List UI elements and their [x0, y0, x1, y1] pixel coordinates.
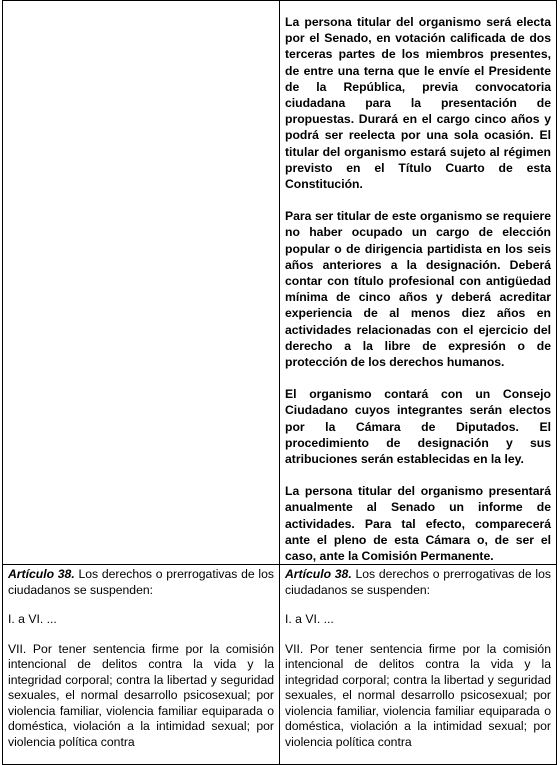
article-text: Los derechos o prerrogativas de los ciudadanos se suspenden:	[8, 567, 274, 597]
article-38-heading	[8, 567, 274, 598]
paragraph-annual-report: La persona titular del organismo presentará anualmente al Senado un informe de actividades. Para tal efecto, comparecerá ante el pleno de esta Cámara o, de ser el caso, ante la Comisión Permanente.	[285, 484, 551, 564]
fraction-vii: VII. Por tener sentencia firme por la comisión intencional de delitos contra la vida y la integridad corporal; contra la libertad y seguridad sexuales, el normal desarrollo psicosexual; por violencia familiar, violencia familiar equiparada o doméstica, violación a la intimidad sexual; por violencia política contra	[285, 641, 551, 749]
omitted-fractions: I. a VI. ...	[8, 612, 57, 627]
article-label: Artículo 38.	[285, 567, 352, 582]
paragraph-requirements: Para ser titular de este organismo se requiere no haber ocupado un cargo de elección popular o de dirigencia partidista en los seis años anteriores a la designación. Deberá contar con título profesional con antigüedad mínima de cinco años y deberá acreditar experiencia de al menos diez años en actividades relacionadas con el ejercicio del derecho a la libre de expresión o de protección de los derechos humanos.	[285, 209, 551, 370]
article-38-heading	[285, 567, 551, 598]
article-text: Los derechos o prerrogativas de los ciudadanos se suspenden:	[285, 567, 551, 597]
article-label: Artículo 38.	[8, 567, 75, 582]
fraction-vii: VII. Por tener sentencia firme por la comisión intencional de delitos contra la vida y la integridad corporal; contra la libertad y seguridad sexuales, el normal desarrollo psicosexual; por violencia familiar, violencia familiar equiparada o doméstica, violación a la intimidad sexual; por violencia política contra	[8, 641, 274, 749]
comparison-table	[2, 0, 557, 765]
paragraph-election: La persona titular del organismo será electa por el Senado, en votación calificada de dos terceras partes de los miembros presentes, de entre una terna que le envíe el Presidente de la República, previa convocatoria ciudadana para la presentación de propuestas. Durará en el cargo cinco años y podrá ser reelecta por una sola ocasión. El titular del organismo estará sujeto al régimen previsto en el Título Cuarto de esta Constitución.	[285, 15, 551, 192]
paragraph-citizen-council: El organismo contará con un Consejo Ciudadano cuyos integrantes serán electos por la Cámara de Diputados. El procedimiento de designación y sus atribuciones serán establecidas en la ley.	[285, 387, 551, 467]
top-right-cell	[280, 1, 557, 565]
table-row	[3, 1, 557, 565]
bottom-right-cell	[280, 565, 557, 765]
table-row	[3, 565, 557, 765]
bottom-left-cell	[3, 565, 280, 765]
omitted-fractions: I. a VI. ...	[285, 612, 334, 627]
top-left-cell	[3, 1, 280, 565]
